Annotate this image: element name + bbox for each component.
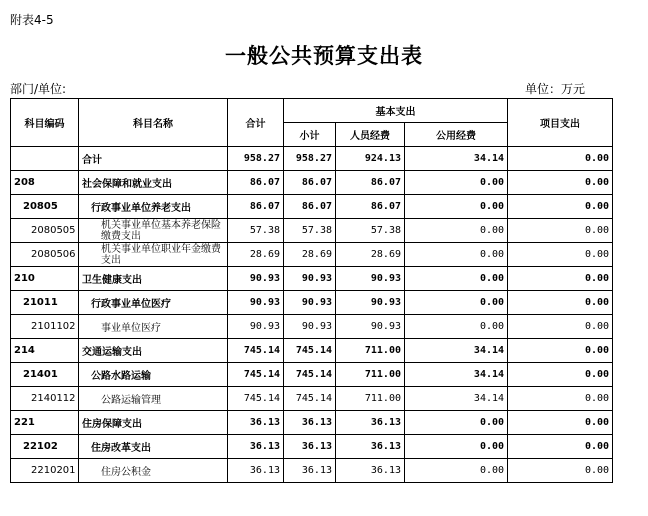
row-subtotal: 958.27 <box>284 147 336 171</box>
row-personnel: 711.00 <box>336 339 405 363</box>
row-total: 36.13 <box>228 435 284 459</box>
budget-table <box>10 98 613 483</box>
row-total: 57.38 <box>228 219 284 243</box>
row-subtotal: 745.14 <box>284 363 336 387</box>
row-project: 0.00 <box>508 243 613 267</box>
row-public: 0.00 <box>405 291 508 315</box>
row-project: 0.00 <box>508 387 613 411</box>
col-header-total: 合计 <box>228 99 284 147</box>
col-header-project: 项目支出 <box>508 99 613 147</box>
col-header-personnel: 人员经费 <box>336 123 405 147</box>
col-header-name: 科目名称 <box>79 99 228 147</box>
row-code: 210 <box>11 267 79 291</box>
row-subtotal: 57.38 <box>284 219 336 243</box>
row-personnel: 28.69 <box>336 243 405 267</box>
row-total: 745.14 <box>228 339 284 363</box>
row-project: 0.00 <box>508 435 613 459</box>
table-row <box>11 291 613 315</box>
row-personnel: 924.13 <box>336 147 405 171</box>
table-row <box>11 363 613 387</box>
table-row <box>11 339 613 363</box>
row-code: 21011 <box>11 291 79 315</box>
row-name: 卫生健康支出 <box>79 267 228 291</box>
row-code: 20805 <box>11 195 79 219</box>
table-row <box>11 267 613 291</box>
attachment-label: 附表4-5 <box>10 13 54 27</box>
table-row <box>11 387 613 411</box>
row-personnel: 711.00 <box>336 387 405 411</box>
table-row <box>11 243 613 267</box>
row-project: 0.00 <box>508 315 613 339</box>
row-public: 0.00 <box>405 411 508 435</box>
row-public: 34.14 <box>405 387 508 411</box>
row-project: 0.00 <box>508 459 613 483</box>
row-subtotal: 90.93 <box>284 267 336 291</box>
row-name: 事业单位医疗 <box>79 315 228 339</box>
row-subtotal: 36.13 <box>284 435 336 459</box>
row-project: 0.00 <box>508 363 613 387</box>
row-name: 交通运输支出 <box>79 339 228 363</box>
row-project: 0.00 <box>508 195 613 219</box>
row-project: 0.00 <box>508 171 613 195</box>
row-total: 90.93 <box>228 315 284 339</box>
row-subtotal: 86.07 <box>284 195 336 219</box>
row-project: 0.00 <box>508 291 613 315</box>
table-row <box>11 171 613 195</box>
row-public: 0.00 <box>405 171 508 195</box>
row-total: 36.13 <box>228 411 284 435</box>
table-row <box>11 411 613 435</box>
row-total: 745.14 <box>228 387 284 411</box>
row-public: 0.00 <box>405 267 508 291</box>
col-header-public: 公用经费 <box>405 123 508 147</box>
row-public: 34.14 <box>405 147 508 171</box>
row-project: 0.00 <box>508 411 613 435</box>
row-subtotal: 36.13 <box>284 411 336 435</box>
row-personnel: 90.93 <box>336 291 405 315</box>
row-code: 221 <box>11 411 79 435</box>
row-subtotal: 90.93 <box>284 291 336 315</box>
row-personnel: 711.00 <box>336 363 405 387</box>
row-public: 0.00 <box>405 315 508 339</box>
row-subtotal: 745.14 <box>284 339 336 363</box>
row-name: 行政事业单位医疗 <box>79 291 228 315</box>
row-public: 34.14 <box>405 363 508 387</box>
table-row <box>11 435 613 459</box>
row-name: 住房改革支出 <box>79 435 228 459</box>
row-total: 36.13 <box>228 459 284 483</box>
row-project: 0.00 <box>508 147 613 171</box>
table-row <box>11 219 613 243</box>
row-name: 机关事业单位基本养老保险缴费支出 <box>79 219 228 243</box>
unit-label: 单位：万元 <box>525 82 586 96</box>
row-public: 34.14 <box>405 339 508 363</box>
row-subtotal: 36.13 <box>284 459 336 483</box>
row-name: 机关事业单位职业年金缴费支出 <box>79 243 228 267</box>
department-label: 部门/单位: <box>10 82 67 96</box>
row-subtotal: 86.07 <box>284 171 336 195</box>
row-public: 0.00 <box>405 219 508 243</box>
row-total: 86.07 <box>228 171 284 195</box>
row-project: 0.00 <box>508 339 613 363</box>
row-personnel: 36.13 <box>336 435 405 459</box>
page-title: 一般公共预算支出表 <box>225 43 423 68</box>
row-code: 2080505 <box>11 219 79 243</box>
row-code: 22102 <box>11 435 79 459</box>
row-name: 住房公积金 <box>79 459 228 483</box>
col-header-basic-group: 基本支出 <box>284 99 508 123</box>
row-public: 0.00 <box>405 459 508 483</box>
row-personnel: 36.13 <box>336 459 405 483</box>
row-total: 745.14 <box>228 363 284 387</box>
row-name: 行政事业单位养老支出 <box>79 195 228 219</box>
row-personnel: 86.07 <box>336 195 405 219</box>
row-name: 公路运输管理 <box>79 387 228 411</box>
table-row <box>11 315 613 339</box>
row-code <box>11 147 79 171</box>
row-personnel: 90.93 <box>336 315 405 339</box>
row-code: 2101102 <box>11 315 79 339</box>
row-personnel: 86.07 <box>336 171 405 195</box>
row-code: 214 <box>11 339 79 363</box>
row-project: 0.00 <box>508 267 613 291</box>
row-public: 0.00 <box>405 243 508 267</box>
row-name: 合计 <box>79 147 228 171</box>
col-header-subtotal: 小计 <box>284 123 336 147</box>
row-code: 2140112 <box>11 387 79 411</box>
row-personnel: 90.93 <box>336 267 405 291</box>
row-project: 0.00 <box>508 219 613 243</box>
row-subtotal: 745.14 <box>284 387 336 411</box>
table-row <box>11 459 613 483</box>
row-subtotal: 90.93 <box>284 315 336 339</box>
row-public: 0.00 <box>405 195 508 219</box>
row-total: 958.27 <box>228 147 284 171</box>
row-personnel: 36.13 <box>336 411 405 435</box>
row-code: 21401 <box>11 363 79 387</box>
row-code: 208 <box>11 171 79 195</box>
row-subtotal: 28.69 <box>284 243 336 267</box>
col-header-code: 科目编码 <box>11 99 79 147</box>
row-public: 0.00 <box>405 435 508 459</box>
row-total: 90.93 <box>228 291 284 315</box>
row-total: 28.69 <box>228 243 284 267</box>
table-row <box>11 147 613 171</box>
row-name: 住房保障支出 <box>79 411 228 435</box>
row-code: 2080506 <box>11 243 79 267</box>
row-personnel: 57.38 <box>336 219 405 243</box>
row-total: 86.07 <box>228 195 284 219</box>
table-row <box>11 195 613 219</box>
row-name: 公路水路运输 <box>79 363 228 387</box>
row-name: 社会保障和就业支出 <box>79 171 228 195</box>
row-total: 90.93 <box>228 267 284 291</box>
row-code: 2210201 <box>11 459 79 483</box>
table-body <box>11 147 613 483</box>
